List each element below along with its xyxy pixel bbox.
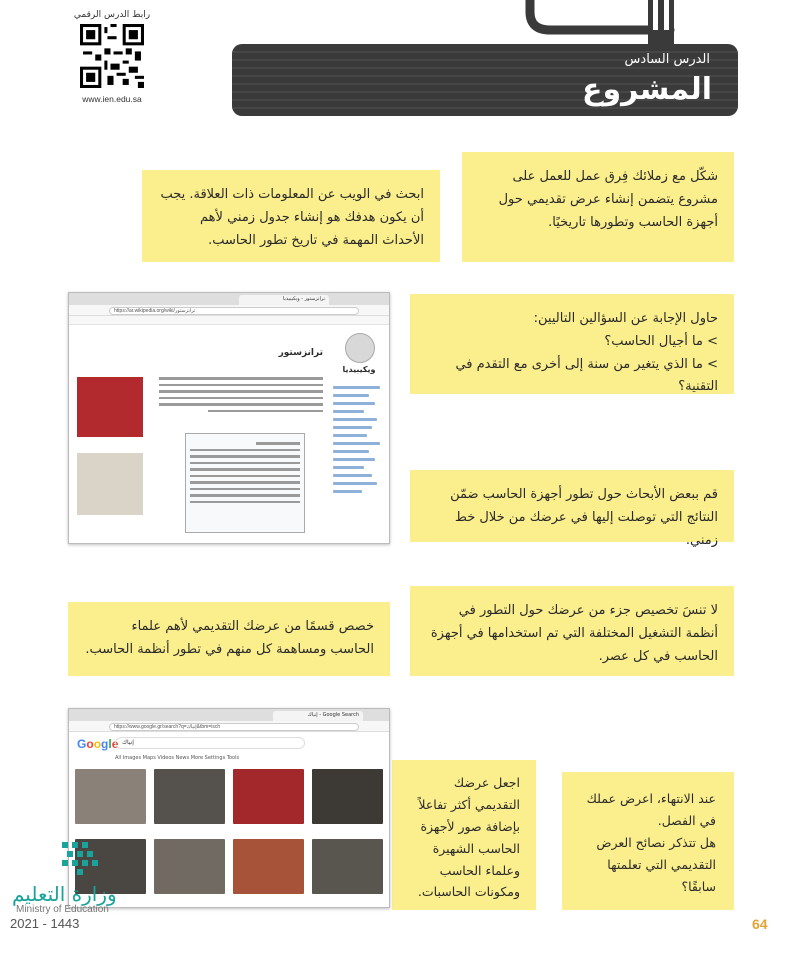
qr-caption: رابط الدرس الرقمي — [73, 10, 151, 20]
card-finish — [562, 772, 734, 910]
card-scientists-text: خصص قسمًا من عرضك التقديمي لأهم علماء الحاسب ومساهمة كل منهم في تطور أنظمة الحاسب. — [85, 619, 374, 657]
address-row — [69, 305, 389, 316]
lesson-label: الدرس السادس — [624, 52, 710, 67]
address-row — [69, 721, 389, 732]
questions-intro: حاول الإجابة عن السؤالين التاليين: — [533, 311, 718, 326]
image-result — [154, 769, 225, 833]
wiki-article-text — [159, 373, 323, 416]
lesson-header — [232, 44, 738, 116]
card-research — [410, 470, 734, 548]
card-interactive — [392, 760, 536, 910]
image-result — [312, 839, 383, 903]
edition-year: 2021 - 1443 — [10, 916, 80, 931]
ministry-emblem-icon — [58, 840, 114, 876]
google-images-screenshot — [68, 708, 390, 908]
ministry-name-en: Ministry of Education — [16, 904, 109, 915]
qr-url[interactable]: www.ien.edu.sa — [82, 94, 142, 104]
image-result — [75, 769, 146, 833]
browser-tab: Google Search - إنياك — [273, 711, 363, 721]
wikipedia-screenshot — [68, 292, 390, 544]
browser-tab-bar — [69, 709, 389, 721]
google-search-input: إنياك — [115, 737, 305, 749]
image-result — [312, 769, 383, 833]
page-number: 64 — [752, 916, 768, 932]
card-search-web-text: ابحث في الويب عن المعلومات ذات العلاقة. يجب أن يكون هدفك هو إنشاء جدول زمني لأهم الأحداث المهمة في تاريخ تطور الحاسب. — [160, 187, 424, 248]
transistor-image — [77, 377, 143, 437]
wiki-site-name: ويكيبيديا — [342, 365, 376, 374]
question-2: > ما الذي يتغير من سنة إلى أخرى مع التقدم في التقنية؟ — [455, 356, 718, 395]
card-research-text: قم ببعض الأبحاث حول تطور أجهزة الحاسب ضمّن النتائج التي توصلت إليها في عرضك من خلال خط زمني. — [450, 487, 718, 548]
image-result — [233, 839, 304, 903]
card-finish-line2: هل تتذكر نصائح العرض التقديمي التي تعلمتها سابقًا؟ — [596, 834, 716, 894]
card-search-web — [142, 170, 440, 262]
browser-tab-bar — [69, 293, 389, 305]
address-bar: https://ar.wikipedia.org/wiki/ترانزستور — [109, 307, 359, 315]
plug-cable-icon — [520, 0, 710, 50]
image-result — [154, 839, 225, 903]
card-operating-systems-text: لا تنسَ تخصيص جزء من عرضك حول التطور في أنظمة التشغيل المختلفة التي تم استخدامها في أجهزة الحاسب في كل عصر. — [430, 603, 718, 664]
qr-code-icon[interactable] — [80, 24, 144, 88]
card-questions — [410, 294, 734, 394]
wiki-toc — [185, 433, 305, 533]
card-scientists — [68, 602, 390, 676]
wiki-sidebar — [333, 381, 385, 498]
card-team-text: شكّل مع زملائك فِرق عمل للعمل على مشروع يتضمن إنشاء عرض تقديمي حول أجهزة الحاسب وتطورها تاريخيًا. — [498, 169, 718, 230]
wiki-article-title: ترانزستور — [278, 348, 323, 358]
question-1: > ما أجيال الحاسب؟ — [604, 333, 718, 349]
card-team — [462, 152, 734, 262]
card-operating-systems — [410, 586, 734, 676]
google-logo: Google — [77, 737, 119, 751]
browser-tab: ترانزستور - ويكيبيديا — [239, 295, 329, 305]
wikipedia-globe-icon — [345, 333, 375, 363]
ministry-name-ar: وزارة التعليم — [12, 882, 117, 906]
image-result — [233, 769, 304, 833]
bookmarks-row — [69, 316, 389, 325]
card-finish-line1: عند الانتهاء، اعرض عملك في الفصل. — [586, 791, 716, 828]
address-bar: https://www.google.gr/search?q=إنياك&tbm=isch — [109, 723, 359, 731]
digital-lesson-qr[interactable] — [72, 10, 152, 104]
transistor-can-image — [77, 453, 143, 515]
card-interactive-text: اجعل عرضك التقديمي أكثر تفاعلاً بإضافة صور لأجهزة الحاسب الشهيرة وعلماء الحاسب ومكونات الحاسبات. — [417, 775, 520, 900]
page-title: المشروع — [582, 72, 712, 107]
google-tabs: All Images Maps Videos News More Settings Tools — [115, 755, 240, 761]
